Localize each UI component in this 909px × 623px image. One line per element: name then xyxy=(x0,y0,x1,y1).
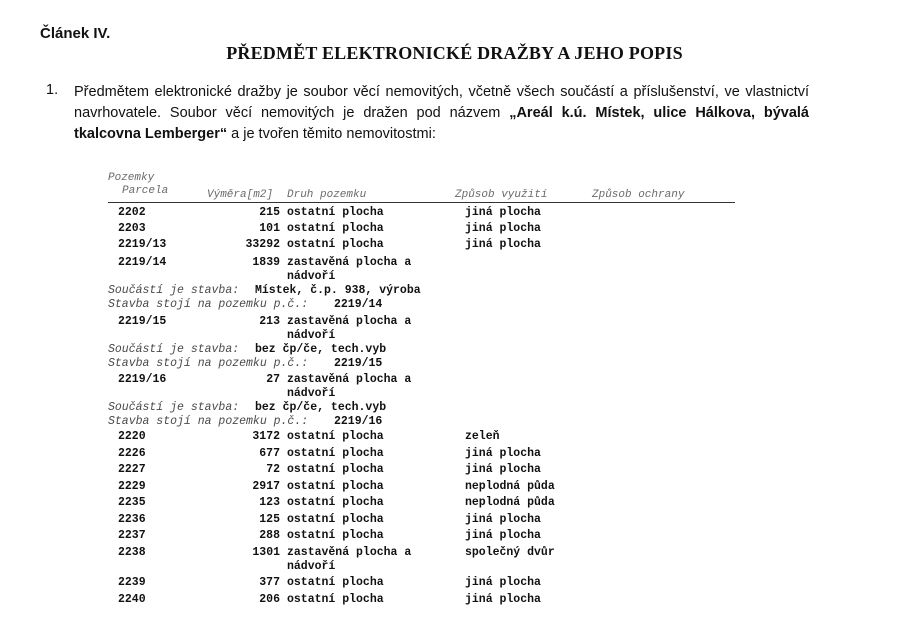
cell-parcela: 2235 xyxy=(118,496,146,509)
cell-druh: ostatní plocha xyxy=(287,238,384,251)
cell-parcela: 2202 xyxy=(118,206,146,219)
cell-vymera: 1839 xyxy=(252,256,280,269)
paragraph-text-before: Předmětem elektronické dražby je soubor věcí nemovitých, včetně všech součástí a příslušenství, ve vlastnictví navrhovatele. Soubor věcí nemovitých je dražen pod názvem xyxy=(74,84,809,121)
cell-stoji-value: 2219/15 xyxy=(334,357,383,370)
cell-druh: ostatní plocha xyxy=(287,222,384,235)
property-name: „Areál k.ú. Místek, ulice Hálkova, bývalá tkalcovna Lemberger“ xyxy=(74,105,809,142)
table-header-parcela: Parcela xyxy=(122,185,169,197)
table-header-druh: Druh pozemku xyxy=(287,189,367,201)
cell-soucast-value: bez čp/če, tech.vyb xyxy=(255,343,387,356)
table-header-group: Pozemky xyxy=(108,172,155,184)
cell-parcela: 2237 xyxy=(118,529,146,542)
cell-vyuziti: jiná plocha xyxy=(465,593,541,606)
cell-parcela: 2219/15 xyxy=(118,315,167,328)
cell-druh: ostatní plocha xyxy=(287,447,384,460)
cell-parcela: 2238 xyxy=(118,546,146,559)
cell-parcela: 2203 xyxy=(118,222,146,235)
cell-vyuziti: jiná plocha xyxy=(465,206,541,219)
cell-vymera: 2917 xyxy=(252,480,280,493)
cell-parcela: 2219/13 xyxy=(118,238,167,251)
cell-parcela: 2239 xyxy=(118,576,146,589)
cell-vyuziti: jiná plocha xyxy=(465,513,541,526)
cell-vyuziti: jiná plocha xyxy=(465,529,541,542)
cell-druh: ostatní plocha xyxy=(287,529,384,542)
cell-vymera: 125 xyxy=(259,513,280,526)
cell-parcela: 2219/16 xyxy=(118,373,167,386)
section-title: PŘEDMĚT ELEKTRONICKÉ DRAŽBY A JEHO POPIS xyxy=(226,43,683,63)
cell-parcela: 2236 xyxy=(118,513,146,526)
cell-druh: zastavěná plocha a xyxy=(287,256,412,269)
cell-druh: ostatní plocha xyxy=(287,480,384,493)
cell-druh: ostatní plocha xyxy=(287,496,384,509)
cell-druh: zastavěná plocha a xyxy=(287,315,412,328)
cell-druh: ostatní plocha xyxy=(287,206,384,219)
table-header-ochrana: Způsob ochrany xyxy=(592,189,685,201)
cell-vyuziti: jiná plocha xyxy=(465,447,541,460)
cell-druh: zastavěná plocha a xyxy=(287,373,412,386)
cell-soucast-value: Místek, č.p. 938, výroba xyxy=(255,284,421,297)
cell-druh-line2: nádvoří xyxy=(287,329,336,342)
cell-soucast-value: bez čp/če, tech.vyb xyxy=(255,401,387,414)
table-header-rule xyxy=(108,202,735,203)
cell-druh: ostatní plocha xyxy=(287,513,384,526)
cell-parcela: 2240 xyxy=(118,593,146,606)
cell-soucast-label: Součástí je stavba: xyxy=(108,401,240,414)
cell-stoji-value: 2219/16 xyxy=(334,415,383,428)
cell-parcela: 2229 xyxy=(118,480,146,493)
cell-parcela: 2220 xyxy=(118,430,146,443)
cell-vyuziti: neplodná půda xyxy=(465,496,555,509)
cell-druh-line2: nádvoří xyxy=(287,270,336,283)
cell-stoji-label: Stavba stojí na pozemku p.č.: xyxy=(108,298,309,311)
cell-parcela: 2226 xyxy=(118,447,146,460)
cell-vymera: 123 xyxy=(259,496,280,509)
cell-vymera: 206 xyxy=(259,593,280,606)
paragraph-text-after: a je tvořen těmito nemovitostmi: xyxy=(227,126,436,142)
cell-vymera: 27 xyxy=(266,373,280,386)
cell-druh: ostatní plocha xyxy=(287,430,384,443)
cell-stoji-label: Stavba stojí na pozemku p.č.: xyxy=(108,415,309,428)
cell-vyuziti: neplodná půda xyxy=(465,480,555,493)
cell-vymera: 101 xyxy=(259,222,280,235)
cell-stoji-label: Stavba stojí na pozemku p.č.: xyxy=(108,357,309,370)
cell-soucast-label: Součástí je stavba: xyxy=(108,343,240,356)
cell-parcela: 2227 xyxy=(118,463,146,476)
cell-vyuziti: společný dvůr xyxy=(465,546,555,559)
article-label: Článek IV. xyxy=(40,25,111,42)
table-header-vymera: Výměra[m2] xyxy=(207,189,274,201)
cell-druh: ostatní plocha xyxy=(287,463,384,476)
cell-vyuziti: jiná plocha xyxy=(465,238,541,251)
cell-vyuziti: jiná plocha xyxy=(465,463,541,476)
paragraph-number: 1. xyxy=(46,82,59,98)
cell-vyuziti: jiná plocha xyxy=(465,222,541,235)
cell-parcela: 2219/14 xyxy=(118,256,167,269)
cell-druh-line2: nádvoří xyxy=(287,560,336,573)
cell-druh: zastavěná plocha a xyxy=(287,546,412,559)
cell-vymera: 288 xyxy=(259,529,280,542)
cell-druh: ostatní plocha xyxy=(287,576,384,589)
cell-vymera: 33292 xyxy=(245,238,280,251)
cell-vymera: 677 xyxy=(259,447,280,460)
cell-druh: ostatní plocha xyxy=(287,593,384,606)
cell-vymera: 72 xyxy=(266,463,280,476)
cell-vyuziti: jiná plocha xyxy=(465,576,541,589)
cell-vymera: 377 xyxy=(259,576,280,589)
cell-druh-line2: nádvoří xyxy=(287,387,336,400)
cell-stoji-value: 2219/14 xyxy=(334,298,383,311)
cell-vyuziti: zeleň xyxy=(465,430,500,443)
cell-vymera: 215 xyxy=(259,206,280,219)
table-header-vyuziti: Způsob využití xyxy=(455,189,548,201)
cell-vymera: 3172 xyxy=(252,430,280,443)
cell-vymera: 213 xyxy=(259,315,280,328)
cell-soucast-label: Součástí je stavba: xyxy=(108,284,240,297)
cell-vymera: 1301 xyxy=(252,546,280,559)
